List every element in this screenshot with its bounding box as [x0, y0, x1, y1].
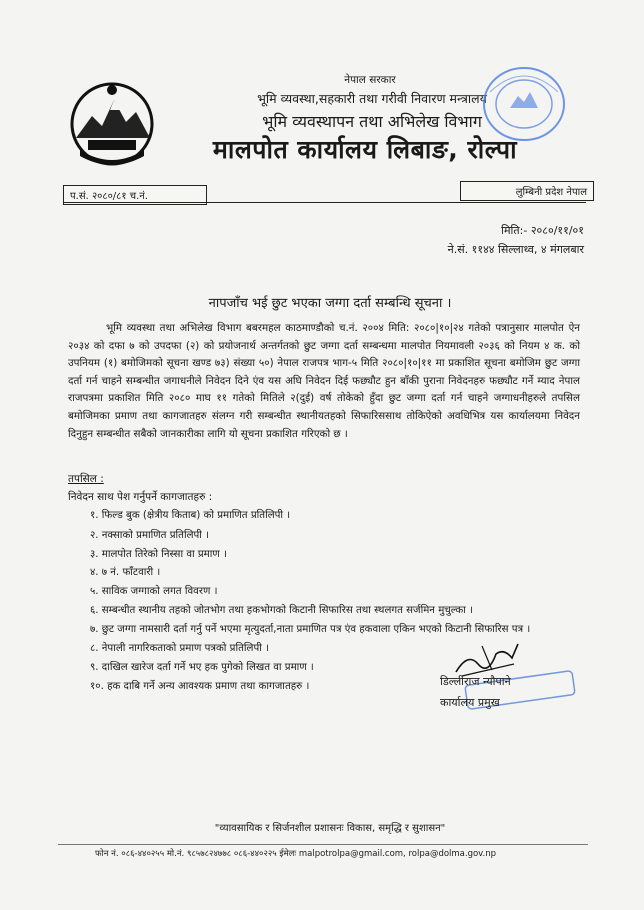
footer-contact: फोन नं. ०८६-४४०२५५ मो.नं. ९८५७८२४७७८ ०८६-४४०२२५ ईमेलः malpotrolpa@gmail.com, rolpa@dolma.gov.np [95, 849, 497, 859]
document-item: १०. हक दाबि गर्ने अन्य आवश्यक प्रमाण तथा कागजातहरु । [90, 681, 310, 692]
document-item: २. नक्साको प्रमाणित प्रतिलिपी । [90, 530, 210, 541]
signer-name: डिल्लीराज न्यौपाने [440, 675, 511, 688]
office-stamp-icon [478, 62, 570, 146]
header-divider [63, 202, 586, 203]
notice-body: भूमि व्यवस्था तथा अभिलेख विभाग बबरमहल काठमाण्डौको च.नं. २००४ मिति: २०८०|१०|२४ गतेको पत्रानुसार मालपोत ऐन २०३४ को दफा ७ को उपदफा (२) को प्रयोजनार्थ अन्तर्गतको छुट जग्गा दर्ता सम्बन्धमा मालपोत नियमावली २०३६ को नियम ४ क. को उपनियम (१) बमोजिमको सूचना खण्ड ७३) संख्या ५०) नेपाल राजपत्र भाग-५ मिति २०८०|१०|११ मा प्रकाशित सूचना बमोजिम छुट जग्गा दर्ता गर्न चाहने सम्बन्धीत जगाधनीले निवेदन दिने एंव यस अघि निवेदन दिई फछ्यौट हुन बाँकी पुराना निवेदनहरु फछ्यौट गर्ने म्याद नेपाल राजपत्रमा प्रकाशित मिति २०८० माघ ११ गतेको मितिले २(दुई) वर्ष तोकेको हुँदा छुट जग्गा दर्ता गर्न चाहने जग्गाधनीहरुले तपसिल बमोजिमका प्रमाण तथा कागजातहरु संलग्न गरी सम्बन्धीत स्थानीयतहको सिफारिससाथ तोकिऐको अवधिभित्र यस कार्यालयमा निवेदन दिनुहुन सम्बन्धीत सबैको जानकारीका लागि यो सूचना प्रकाशित गरिएको छ । [68, 322, 580, 440]
document-item: ४. ७ नं. फाँटवारी । [90, 567, 161, 578]
province-label: लुम्बिनी प्रदेश नेपाल [460, 181, 594, 201]
date-bs: मिति:- २०८०/११/०१ [501, 224, 584, 237]
notice-subject: नापजाँच भई छुट भएका जग्गा दर्ता सम्बन्धि सूचना । [208, 296, 452, 311]
document-item: ८. नेपाली नागरिकताको प्रमाण पत्रको प्रतिलिपी । [90, 643, 269, 654]
date-ns: ने.सं. ११४४ सिल्लाथ्व, ४ मंगलबार [447, 243, 584, 256]
government-heading: नेपाल सरकार [344, 74, 396, 86]
documents-intro: निवेदन साथ पेश गर्नुपर्ने कागजातहरु : [68, 491, 213, 503]
document-item: ५. साविक जग्गाको लगत विवरण । [90, 586, 218, 597]
document-item: ३. मालपोत तिरेको निस्सा वा प्रमाण । [90, 549, 227, 560]
document-item: १. फिल्ड बुक (क्षेत्रीय किताब) को प्रमाणित प्रतिलिपी । [90, 510, 291, 521]
tapsil-label: तपसिल : [68, 473, 104, 485]
footer-divider [58, 844, 588, 845]
document-item: ७. छुट जग्गा नामसारी दर्ता गर्नु पर्ने भएमा मृत्युदर्ता,नाता प्रमाणित पत्र एंव हकवाला एकिन भएको किटानी सिफारिस पत्र । [90, 624, 531, 635]
footer-slogan: "व्यावसायिक र सिर्जनशील प्रशासनः विकास, समृद्धि र सुशासन" [214, 823, 446, 834]
document-item: ९. दाखिल खारेज दर्ता गर्ने भए हक पुगेको लिखत वा प्रमाण । [90, 662, 314, 673]
office-heading: मालपोत कार्यालय लिबाङ, रोल्पा [212, 135, 518, 164]
ministry-heading: भूमि व्यवस्था,सहकारी तथा गरीवी निवारण मन्त्रालय [257, 91, 487, 106]
reference-number: प.सं. २०८०/८१ च.नं. [63, 185, 207, 205]
document-item: ६. सम्बन्धीत स्थानीय तहको जोतभोग तथा हकभोगको किटानी सिफारिस तथा स्थलगत सर्जमिन मुचुल्का । [90, 605, 473, 616]
signer-title: कार्यालय प्रमुख [440, 696, 500, 709]
department-heading: भूमि व्यवस्थापन तथा अभिलेख विभाग [262, 112, 482, 131]
nepal-emblem-icon [66, 80, 158, 168]
